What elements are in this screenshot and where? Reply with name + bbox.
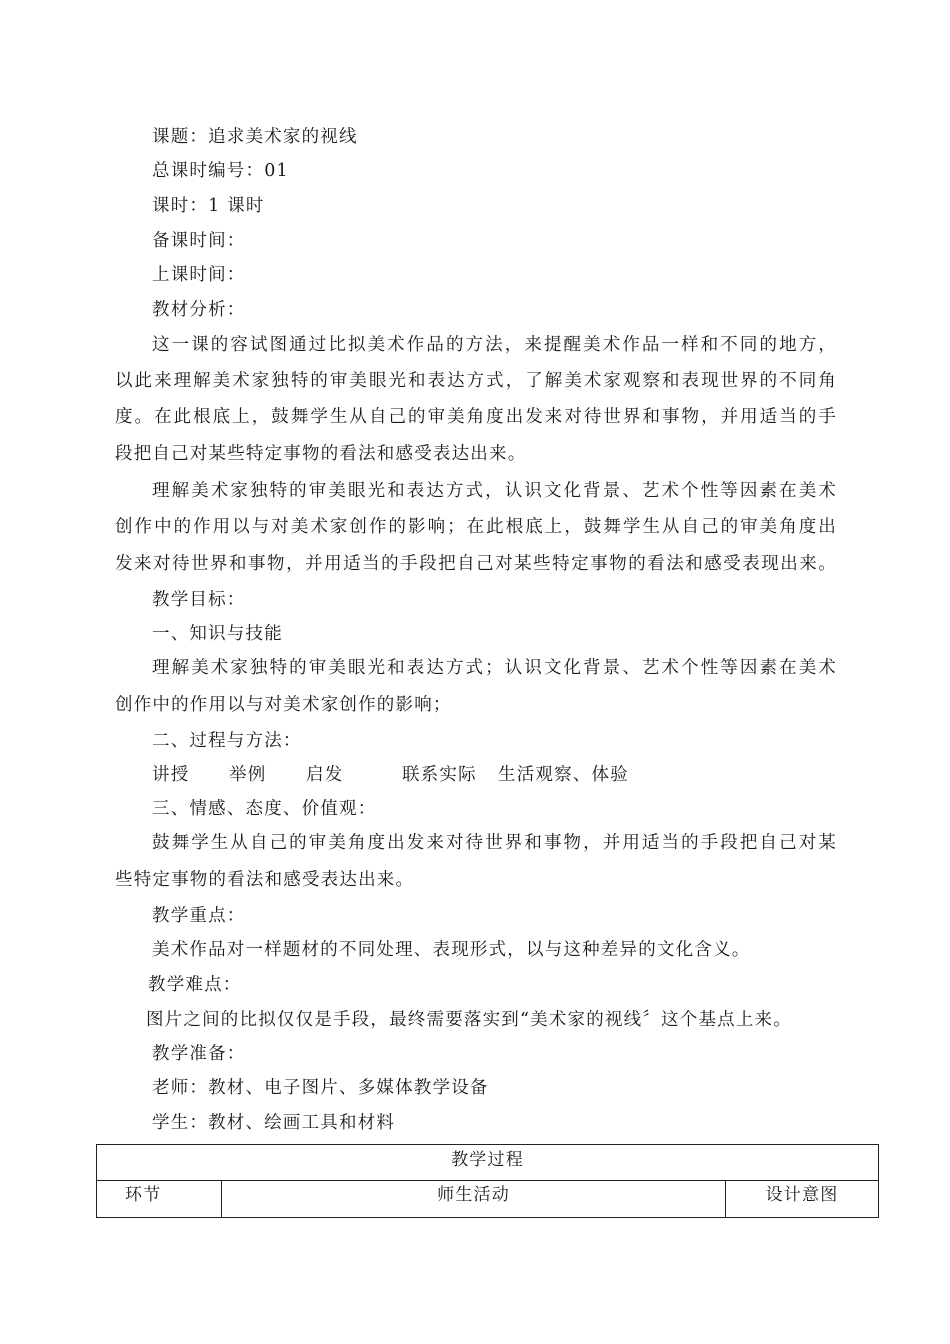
emotion-text-line: 些特定事物的看法和感受表达出来。 [115,870,415,890]
analysis-heading: 教材分析： [152,300,246,320]
analysis-p1-line: 段把自己对某些特定事物的看法和感受表达出来。 [115,444,527,464]
preparation-heading: 教学准备： [152,1044,246,1064]
column-header-stage: 环节 [97,1181,222,1218]
prep-time-line: 备课时间： [152,231,246,251]
analysis-p1-line: 这一课的容试图通过比拟美术作品的方法，来提醒美术作品一样和不同的地方， [152,335,837,355]
knowledge-heading: 一、知识与技能 [152,624,283,644]
class-time-line: 上课时间： [152,265,246,285]
method-item: 联系实际 [402,765,477,785]
process-heading: 二、过程与方法： [152,731,302,751]
methods-line [152,763,629,787]
topic-line: 课题：追求美术家的视线 [152,127,358,147]
analysis-p2-line: 创作中的作用以与对美术家创作的影响；在此根底上，鼓舞学生从自己的审美角度出 [115,517,837,537]
teacher-preparation: 老师：教材、电子图片、多媒体教学设备 [152,1078,489,1098]
knowledge-text-line: 创作中的作用以与对美术家创作的影响； [115,695,452,715]
hours-line: 课时：1 课时 [152,196,265,216]
analysis-p1-line: 度。在此根底上，鼓舞学生从自己的审美角度出发来对待世界和事物，并用适当的手 [115,407,837,427]
table-title: 教学过程 [97,1145,879,1181]
column-header-activity: 师生活动 [222,1181,726,1218]
teaching-process-table [96,1144,879,1218]
method-item: 启发 [306,765,344,785]
difficulty-heading: 教学难点： [148,975,242,995]
method-item: 生活观察、体验 [498,765,629,785]
student-preparation: 学生：教材、绘画工具和材料 [152,1113,396,1133]
key-point-text: 美术作品对一样题材的不同处理、表现形式，以与这种差异的文化含义。 [152,940,751,960]
method-item: 举例 [229,765,267,785]
key-point-heading: 教学重点： [152,906,246,926]
emotion-text-line: 鼓舞学生从自己的审美角度出发来对待世界和事物，并用适当的手段把自己对某 [152,833,837,853]
column-header-intent: 设计意图 [726,1181,879,1218]
emotion-heading: 三、情感、态度、价值观： [152,799,377,819]
difficulty-text: 图片之间的比拟仅仅是手段，最终需要落实到“美术家的视线〞这个基点上来。 [146,1010,792,1030]
method-item: 讲授 [152,765,190,785]
goals-heading: 教学目标： [152,590,246,610]
analysis-p1-line: 以此来理解美术家独特的审美眼光和表达方式，了解美术家观察和表现世界的不同角 [115,371,837,391]
analysis-p2-line: 理解美术家独特的审美眼光和表达方式，认识文化背景、艺术个性等因素在美术 [152,481,837,501]
knowledge-text-line: 理解美术家独特的审美眼光和表达方式；认识文化背景、艺术个性等因素在美术 [152,658,837,678]
analysis-p2-line: 发来对待世界和事物，并用适当的手段把自己对某些特定事物的看法和感受表现出来。 [115,554,837,574]
lesson-number-line: 总课时编号：01 [152,161,289,181]
